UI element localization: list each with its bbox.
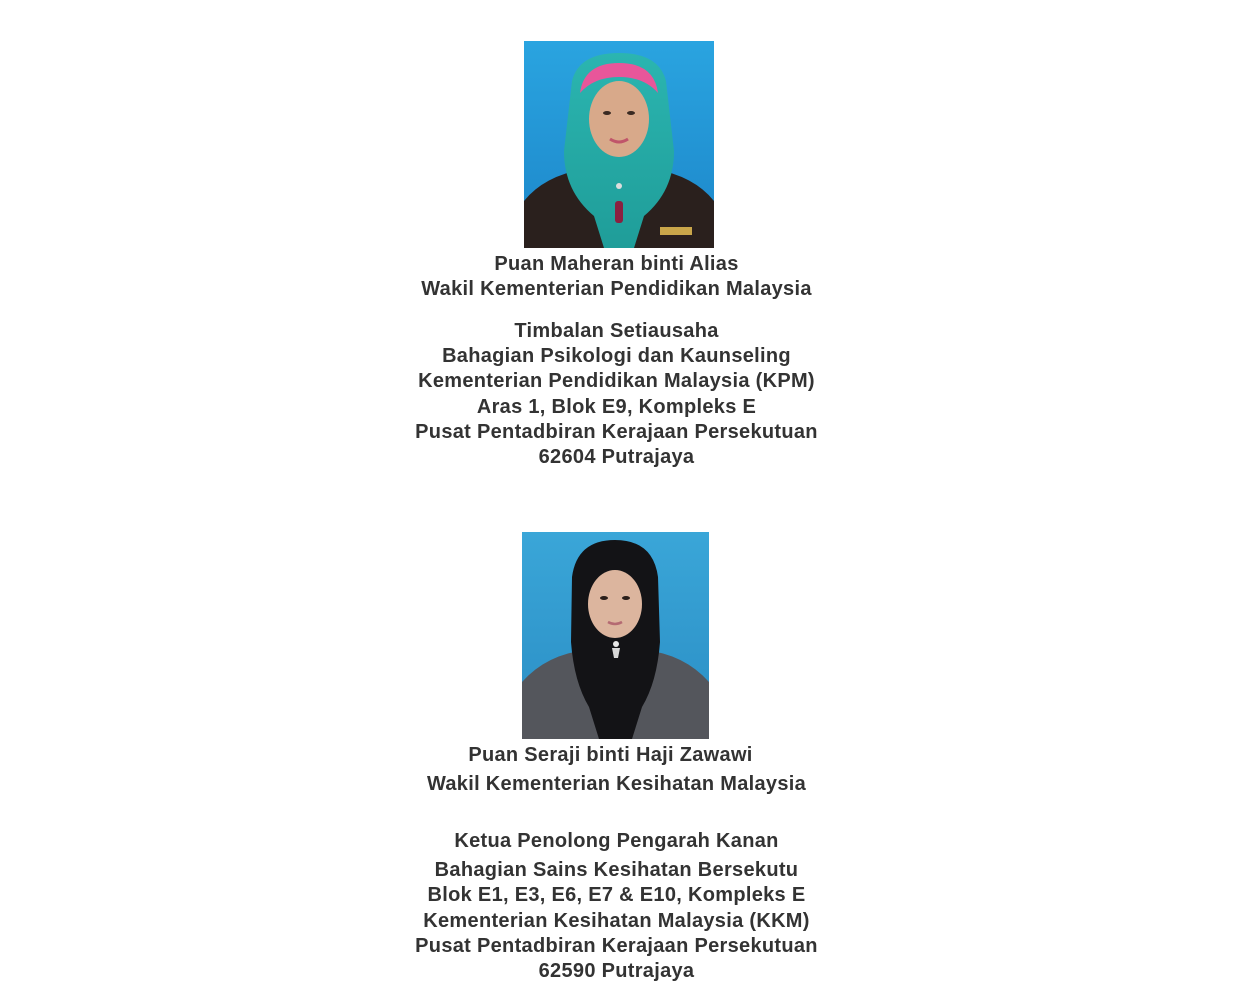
address-line: Blok E1, E3, E6, E7 & E10, Kompleks E	[427, 884, 806, 907]
person-2-name: Puan Seraji binti Haji Zawawi	[468, 744, 753, 766]
address-line: Timbalan Setiausaha	[514, 320, 719, 342]
person-1-heading	[0, 252, 1233, 302]
address-line: 62590 Putrajaya	[538, 960, 695, 983]
address-line: Bahagian Psikologi dan Kaunseling	[442, 345, 791, 368]
address-line: Aras 1, Blok E9, Kompleks E	[476, 395, 757, 418]
person-2-address	[0, 829, 1233, 984]
address-line: Kementerian Pendidikan Malaysia (KPM)	[418, 370, 815, 393]
person-1-name: Puan Maheran binti Alias	[494, 253, 739, 275]
person-2-representing: Wakil Kementerian Kesihatan Malaysia	[426, 773, 807, 796]
address-line: Pusat Pentadbiran Kerajaan Persekutuan	[415, 420, 818, 443]
address-line: Pusat Pentadbiran Kerajaan Persekutuan	[415, 934, 818, 957]
person-2-heading	[0, 743, 1233, 797]
portrait-photo-1	[524, 41, 714, 248]
address-line: Bahagian Sains Kesihatan Bersekutu	[434, 859, 799, 882]
address-line: Ketua Penolong Pengarah Kanan	[454, 830, 779, 852]
person-1-address	[0, 319, 1233, 470]
person-1-representing: Wakil Kementerian Pendidikan Malaysia	[421, 278, 812, 301]
address-line: 62604 Putrajaya	[538, 446, 695, 469]
address-line: Kementerian Kesihatan Malaysia (KKM)	[423, 909, 810, 932]
portrait-photo-2	[522, 532, 709, 739]
